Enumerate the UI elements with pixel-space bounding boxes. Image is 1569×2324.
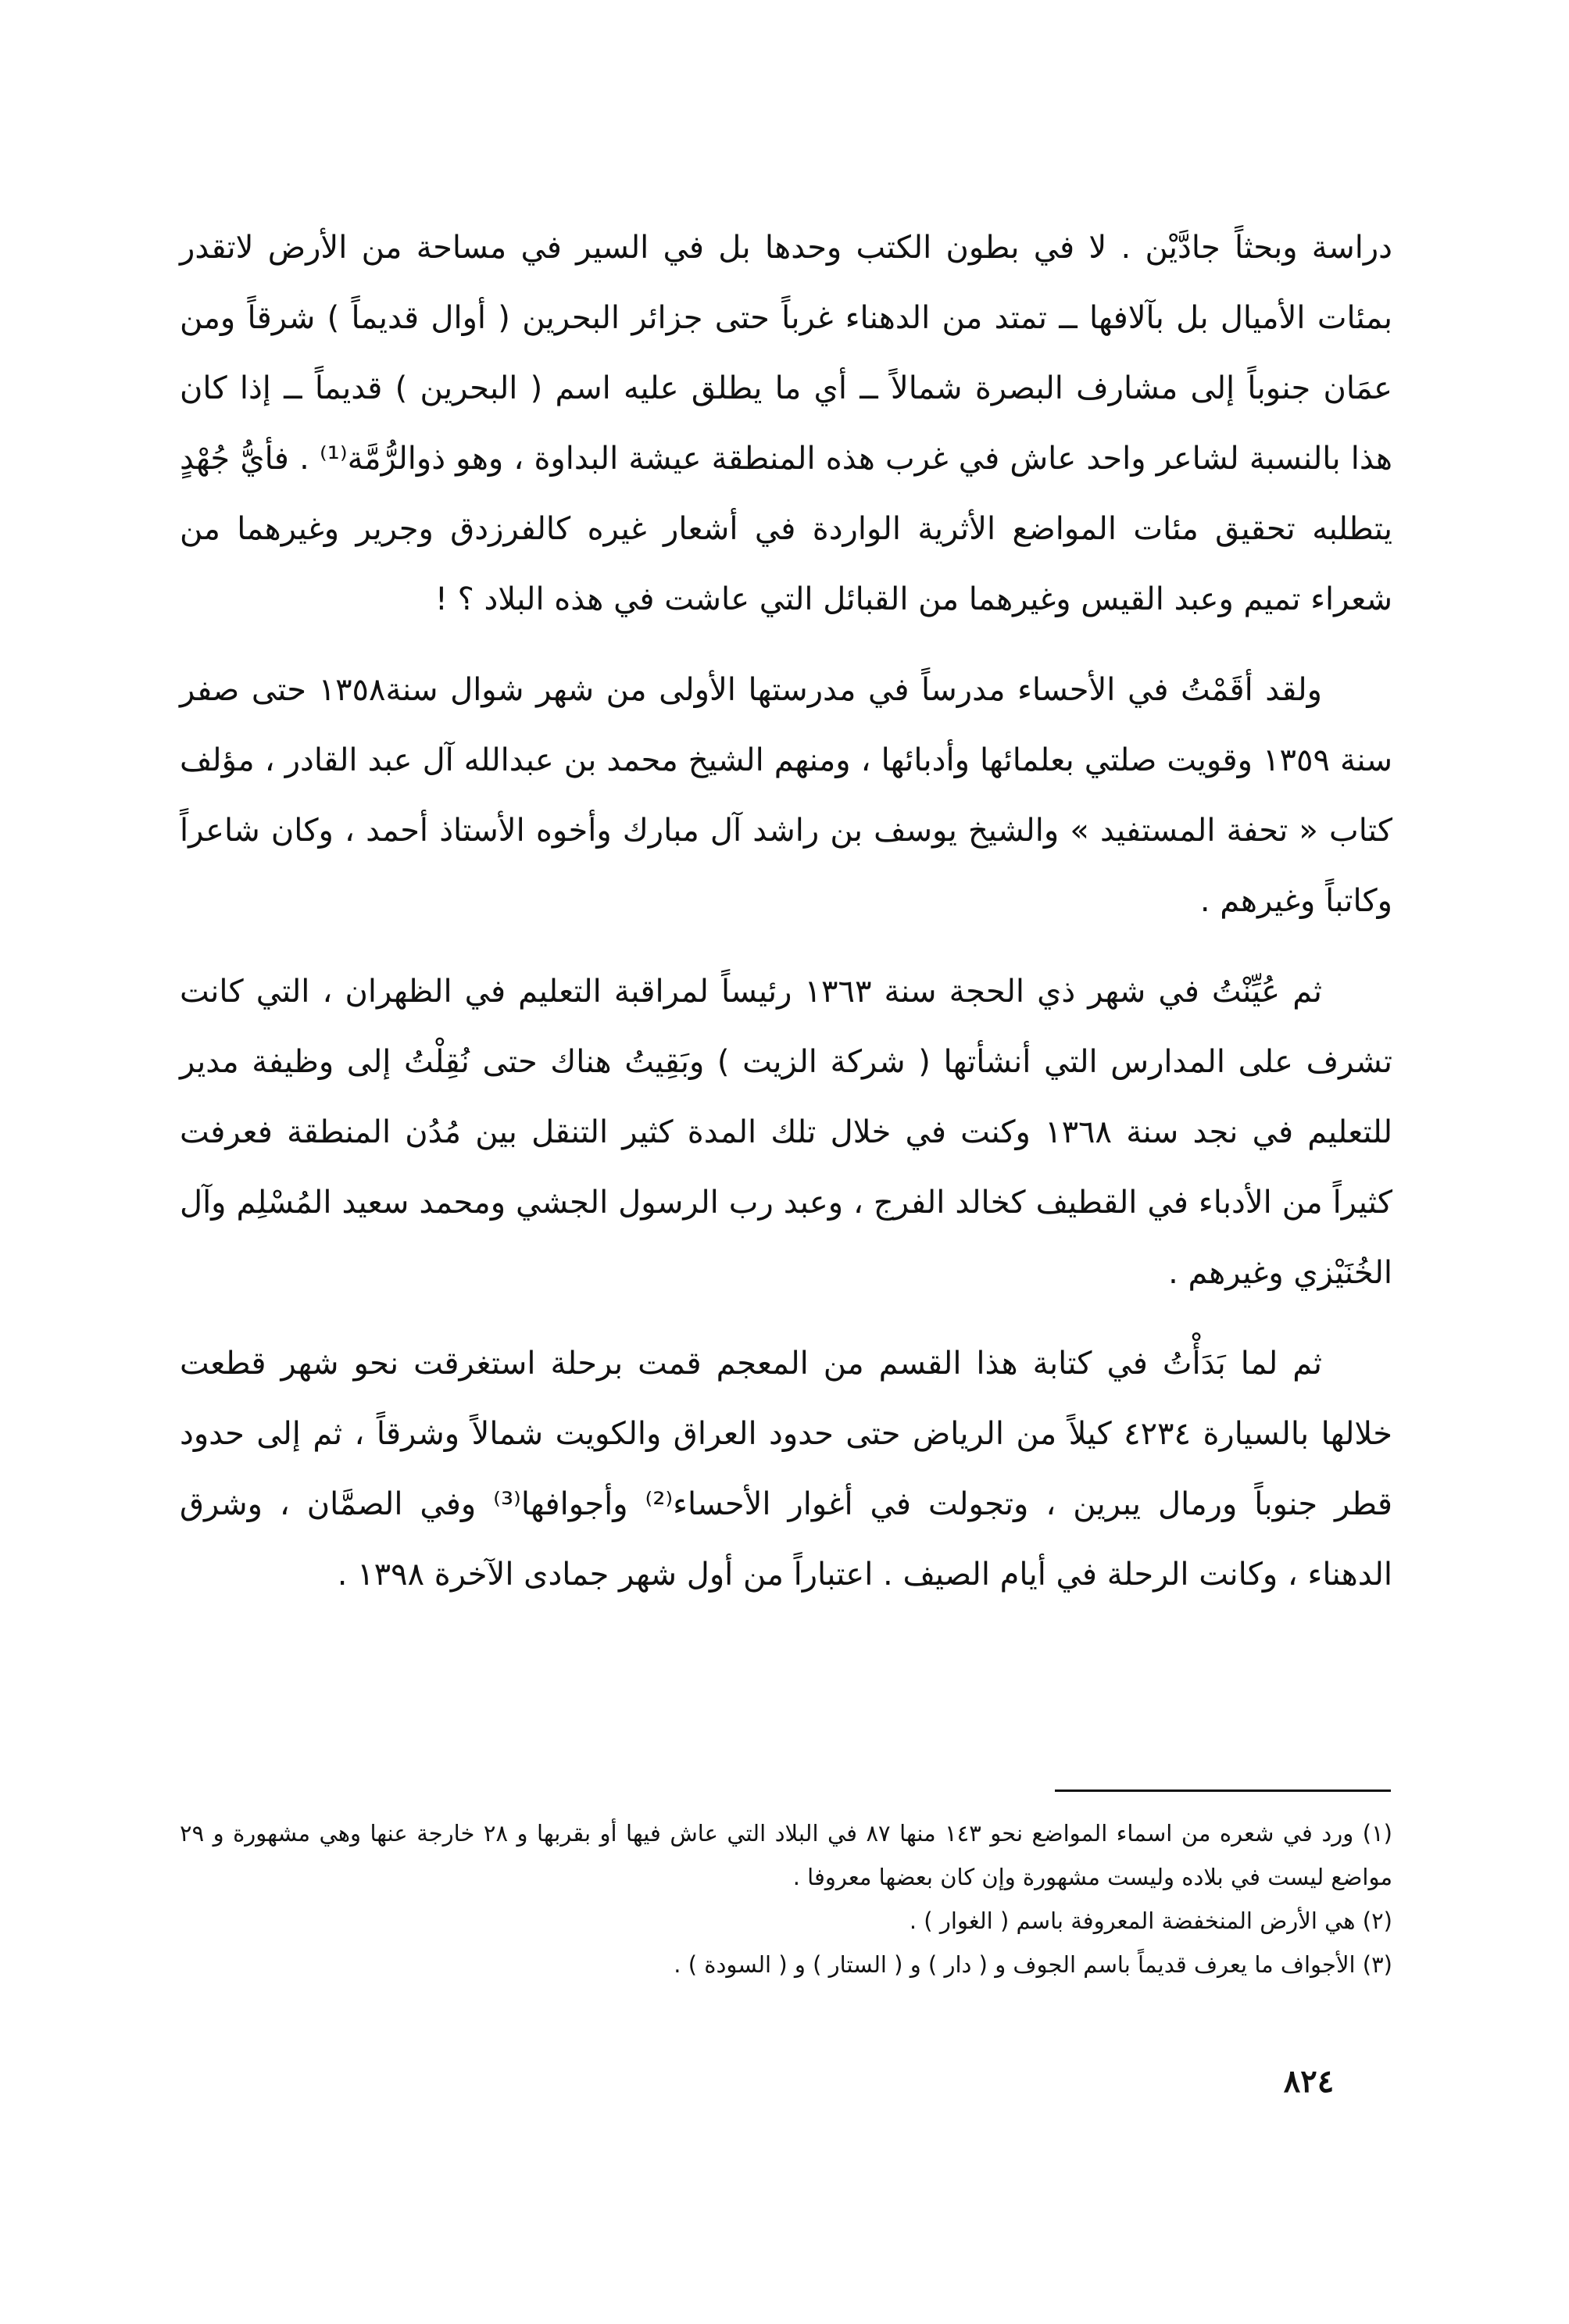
paragraph-1: دراسة وبحثاً جادَّيْن . لا في بطون الكتب وحدها بل في السير في مساحة من الأرض لاتقدر بمئات الأميال بل بآلافها ــ تمتد من الدهناء غرباً حتى جزائر البحرين ( أوال قديماً ) شرقاً ومن عمَان جنوباً إلى مشارف البصرة شمالاً ــ أي ما يطلق عليه اسم ( البحرين ) قديماً ــ إذا كان هذا بالنسبة لشاعر واحد عاش في غرب هذه المنطقة عيشة البداوة ، وهو ذوالرُّمَّة⁽¹⁾ . فأيُّ جُهْدٍ يتطلبه تحقيق مئات المواضع الأثرية الواردة في أشعار غيره كالفرزدق وجرير وغيرهما من شعراء تميم وعبد القيس وغيرهما من القبائل التي عاشت في هذه البلاد ؟ ! [180,230,1392,617]
paragraph-4: ثم لما بَدَأْتُ في كتابة هذا القسم من المعجم قمت برحلة استغرقت نحو شهر قطعت خلالها بالسيارة ٤٢٣٤ كيلاً من الرياض حتى حدود العراق والكويت شمالاً وشرقاً ، ثم إلى حدود قطر جنوباً ورمال يبرين ، وتجولت في أغوار الأحساء⁽²⁾ وأجوافها⁽³⁾ وفي الصمَّان ، وشرق الدهناء ، وكانت الرحلة في أيام الصيف . اعتباراً من أول شهر جمادى الآخرة ١٣٩٨ . [180,1346,1393,1593]
paragraph-3: ثم عُيِّنْتُ في شهر ذي الحجة سنة ١٣٦٣ رئيساً لمراقبة التعليم في الظهران ، التي كانت تشرف على المدارس التي أنشأتها ( شركة الزيت ) وبَقِيتُ هناك حتى نُقِلْتُ إلى وظيفة مدير للتعليم في نجد سنة ١٣٦٨ وكنت في خلال تلك المدة كثير التنقل بين مُدُن المنطقة فعرفت كثيراً من الأدباء في القطيف كخالد الفرج ، وعبد رب الرسول الجشي ومحمد سعيد المُسْلِم وآل الخُنَيْزي وغيرهم . [180,974,1393,1291]
page-number: ٨٢٤ [1283,2063,1335,2100]
footnote-3: (٣) الأجواف ما يعرف قديماً باسم الجوف و ( دار ) و ( الستار ) و ( السودة ) . [674,1951,1392,1978]
footnote-1: (١) ورد في شعره من اسماء المواضع نحو ١٤٣ منها ٨٧ في البلاد التي عاش فيها أو بقربها و ٢٨ خارجة عنها وهي مشهورة و ٢٩ مواضع ليست في بلاده وليست مشهورة وإن كان بعضها معروفا . [180,1820,1392,1890]
footnote-divider [1055,1789,1391,1792]
footnote-2: (٢) هي الأرض المنخفضة المعروفة باسم ( الغوار ) . [909,1907,1392,1934]
footnotes [180,1811,1392,1986]
main-text [180,213,1392,1630]
paragraph-2: ولقد أقَمْتُ في الأحساء مدرساً في مدرستها الأولى من شهر شوال سنة١٣٥٨ حتى صفر سنة ١٣٥٩ وقويت صلتي بعلمائها وأدبائها ، ومنهم الشيخ محمد بن عبدالله آل عبد القادر ، مؤلف كتاب « تحفة المستفيد » والشيخ يوسف بن راشد آل مبارك وأخوه الأستاذ أحمد ، وكان شاعراً وكاتباً وغيرهم . [180,672,1392,919]
